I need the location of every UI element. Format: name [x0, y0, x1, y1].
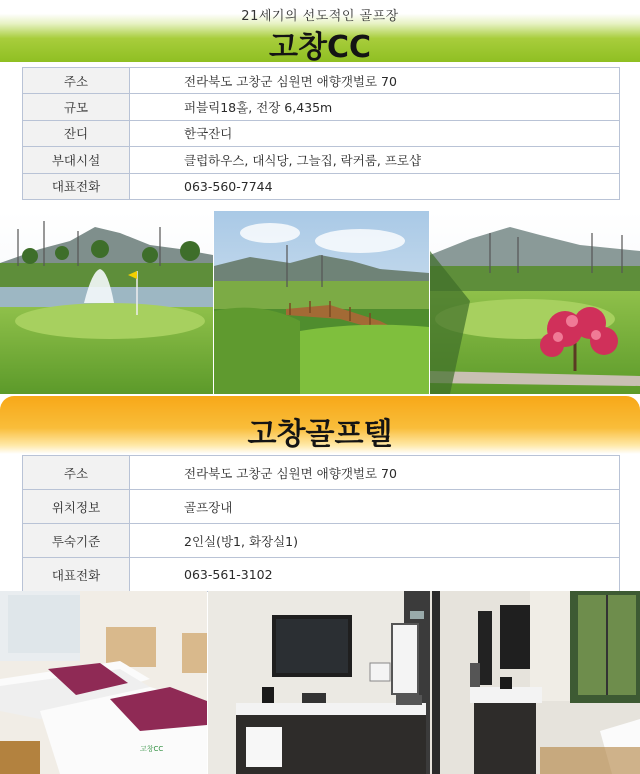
- row-label: 잔디: [23, 120, 130, 146]
- row-label: 위치정보: [23, 490, 130, 524]
- golf-photo-bridge: [214, 211, 429, 394]
- row-value: 골프장내: [130, 490, 620, 524]
- row-label: 부대시설: [23, 147, 130, 173]
- table-row: [23, 68, 620, 94]
- row-label: 투숙기준: [23, 524, 130, 558]
- row-value: 퍼블릭18홀, 전장 6,435m: [130, 94, 620, 120]
- row-value: 클럽하우스, 대식당, 그늘집, 락커룸, 프로샵: [130, 147, 620, 173]
- table-row: [23, 490, 620, 524]
- golf-course-header: [0, 0, 640, 65]
- row-value: 063-561-3102: [130, 558, 620, 592]
- table-row: [23, 94, 620, 120]
- golftel-photo-room-window: [430, 591, 640, 774]
- golftel-photo-strip: [0, 591, 640, 774]
- row-value: 063-560-7744: [130, 173, 620, 199]
- row-value: 한국잔디: [130, 120, 620, 146]
- row-value: 전라북도 고창군 심원면 애향갯벌로 70: [130, 456, 620, 490]
- table-row: [23, 558, 620, 592]
- golf-course-title: 고창CC: [269, 30, 371, 65]
- golf-course-info-table: [22, 67, 620, 200]
- table-row: [23, 456, 620, 490]
- row-label: 주소: [23, 68, 130, 94]
- golf-course-subtitle: 21세기의 선도적인 골프장: [241, 9, 399, 24]
- row-label: 대표전화: [23, 173, 130, 199]
- table-row: [23, 524, 620, 558]
- table-row: [23, 120, 620, 146]
- golf-photo-flowering-tree: [430, 211, 640, 394]
- bed-logo-text: 고창CC: [140, 745, 164, 753]
- golftel-info-table: [22, 455, 620, 592]
- golftel-header: [0, 396, 640, 454]
- table-row: [23, 173, 620, 199]
- golftel-photo-beds: [0, 591, 207, 774]
- row-label: 대표전화: [23, 558, 130, 592]
- golf-photo-pond-fountain: [0, 211, 213, 394]
- row-label: 주소: [23, 456, 130, 490]
- table-row: [23, 147, 620, 173]
- golf-course-photo-strip: [0, 211, 640, 394]
- row-value: 전라북도 고창군 심원면 애향갯벌로 70: [130, 68, 620, 94]
- golftel-title: 고창골프텔: [247, 417, 393, 452]
- golftel-photo-tv-desk: [208, 591, 430, 774]
- row-value: 2인실(방1, 화장실1): [130, 524, 620, 558]
- row-label: 규모: [23, 94, 130, 120]
